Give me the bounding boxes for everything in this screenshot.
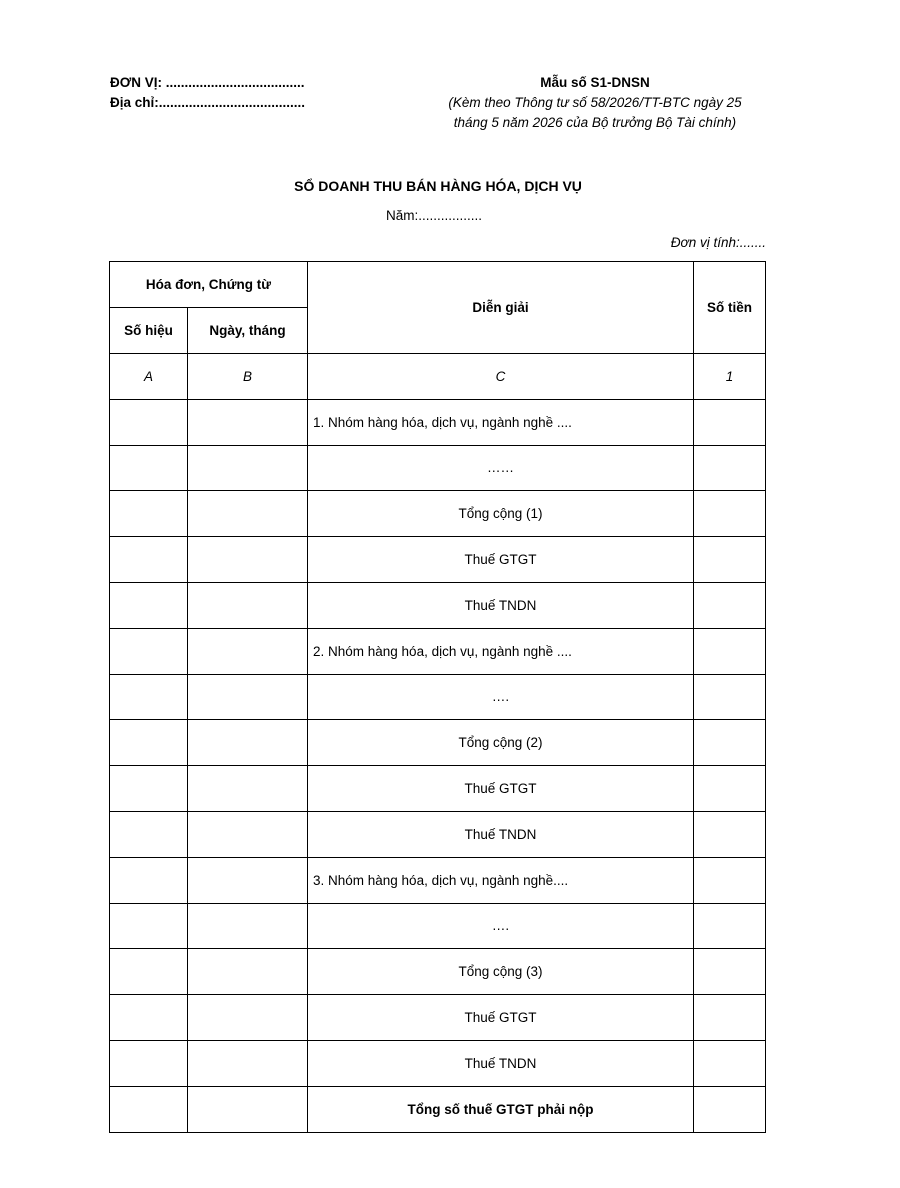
code-1: 1 xyxy=(694,354,766,400)
description-header: Diễn giải xyxy=(308,262,694,354)
invoice-date-cell[interactable] xyxy=(188,1040,308,1086)
invoice-date-cell[interactable] xyxy=(188,811,308,857)
amount-cell[interactable] xyxy=(694,1086,766,1132)
table-row xyxy=(110,491,766,537)
number-header: Số hiệu xyxy=(110,308,188,354)
date-header: Ngày, tháng xyxy=(188,308,308,354)
invoice-date-cell[interactable] xyxy=(188,674,308,720)
invoice-date-cell[interactable] xyxy=(188,537,308,583)
amount-cell[interactable] xyxy=(694,995,766,1041)
invoice-date-cell[interactable] xyxy=(188,949,308,995)
invoice-date-cell[interactable] xyxy=(188,1086,308,1132)
invoice-number-cell[interactable] xyxy=(110,720,188,766)
description-cell: Thuế TNDN xyxy=(308,1040,694,1086)
total-vat-row xyxy=(110,1086,766,1132)
description-cell: 1. Nhóm hàng hóa, dịch vụ, ngành nghề .... xyxy=(308,399,694,445)
unit-info xyxy=(110,73,305,113)
invoice-number-cell[interactable] xyxy=(110,811,188,857)
invoice-number-cell[interactable] xyxy=(110,674,188,720)
year-line: Năm:................. xyxy=(386,208,483,223)
table-row xyxy=(110,766,766,812)
description-cell: Thuế TNDN xyxy=(308,582,694,628)
description-cell: Thuế GTGT xyxy=(308,995,694,1041)
table-row xyxy=(110,720,766,766)
amount-cell[interactable] xyxy=(694,537,766,583)
amount-cell[interactable] xyxy=(694,1040,766,1086)
description-cell: Tổng cộng (3) xyxy=(308,949,694,995)
amount-cell[interactable] xyxy=(694,766,766,812)
document-title: SỔ DOANH THU BÁN HÀNG HÓA, DỊCH VỤ xyxy=(294,178,582,194)
amount-cell[interactable] xyxy=(694,399,766,445)
table-row xyxy=(110,628,766,674)
invoice-date-cell[interactable] xyxy=(188,857,308,903)
table-row xyxy=(110,995,766,1041)
unit-of-measure: Đơn vị tính:....... xyxy=(670,235,766,250)
invoice-date-cell[interactable] xyxy=(188,582,308,628)
invoice-date-cell[interactable] xyxy=(188,628,308,674)
description-cell: …. xyxy=(308,674,694,720)
description-cell: 2. Nhóm hàng hóa, dịch vụ, ngành nghề .... xyxy=(308,628,694,674)
invoice-number-cell[interactable] xyxy=(110,995,188,1041)
column-code-row xyxy=(110,354,766,400)
amount-cell[interactable] xyxy=(694,949,766,995)
amount-cell[interactable] xyxy=(694,903,766,949)
table-row xyxy=(110,674,766,720)
amount-cell[interactable] xyxy=(694,811,766,857)
amount-cell[interactable] xyxy=(694,674,766,720)
table-row xyxy=(110,903,766,949)
invoice-date-cell[interactable] xyxy=(188,491,308,537)
description-cell: …. xyxy=(308,903,694,949)
description-cell: Tổng cộng (1) xyxy=(308,491,694,537)
invoice-date-cell[interactable] xyxy=(188,445,308,491)
invoice-group-header: Hóa đơn, Chứng từ xyxy=(110,262,308,308)
table-row xyxy=(110,399,766,445)
description-cell: Thuế GTGT xyxy=(308,766,694,812)
table-row xyxy=(110,857,766,903)
invoice-number-cell[interactable] xyxy=(110,857,188,903)
amount-cell[interactable] xyxy=(694,628,766,674)
description-cell: 3. Nhóm hàng hóa, dịch vụ, ngành nghề.... xyxy=(308,857,694,903)
invoice-number-cell[interactable] xyxy=(110,1086,188,1132)
description-cell: Thuế TNDN xyxy=(308,811,694,857)
invoice-number-cell[interactable] xyxy=(110,399,188,445)
invoice-number-cell[interactable] xyxy=(110,628,188,674)
amount-cell[interactable] xyxy=(694,445,766,491)
amount-cell[interactable] xyxy=(694,582,766,628)
description-cell: …… xyxy=(308,445,694,491)
code-c: C xyxy=(308,354,694,400)
table-row xyxy=(110,949,766,995)
invoice-date-cell[interactable] xyxy=(188,720,308,766)
table-row xyxy=(110,582,766,628)
description-cell: Tổng cộng (2) xyxy=(308,720,694,766)
table-row xyxy=(110,1040,766,1086)
invoice-date-cell[interactable] xyxy=(188,399,308,445)
amount-cell[interactable] xyxy=(694,491,766,537)
invoice-number-cell[interactable] xyxy=(110,1040,188,1086)
invoice-number-cell[interactable] xyxy=(110,537,188,583)
code-a: A xyxy=(110,354,188,400)
invoice-number-cell[interactable] xyxy=(110,766,188,812)
invoice-number-cell[interactable] xyxy=(110,491,188,537)
invoice-number-cell[interactable] xyxy=(110,582,188,628)
amount-cell[interactable] xyxy=(694,857,766,903)
address-line: Địa chỉ:....................................... xyxy=(110,95,306,110)
description-cell: Thuế GTGT xyxy=(308,537,694,583)
total-vat-label: Tổng số thuế GTGT phải nộp xyxy=(308,1086,694,1132)
amount-header: Số tiền xyxy=(694,262,766,354)
invoice-number-cell[interactable] xyxy=(110,445,188,491)
invoice-number-cell[interactable] xyxy=(110,903,188,949)
table-row xyxy=(110,811,766,857)
reference-line-2: tháng 5 năm 2026 của Bộ trưởng Bộ Tài chính) xyxy=(453,115,737,130)
invoice-date-cell[interactable] xyxy=(188,903,308,949)
revenue-table xyxy=(109,261,766,1133)
reference-line-1: (Kèm theo Thông tư số 58/2026/TT-BTC ngày 25 xyxy=(448,95,742,110)
table-row xyxy=(110,445,766,491)
table-row xyxy=(110,537,766,583)
invoice-date-cell[interactable] xyxy=(188,995,308,1041)
unit-line: ĐƠN VỊ: ..................................... xyxy=(110,75,305,90)
code-b: B xyxy=(188,354,308,400)
form-reference xyxy=(420,73,770,133)
form-number: Mẫu số S1-DNSN xyxy=(540,75,650,90)
invoice-date-cell[interactable] xyxy=(188,766,308,812)
amount-cell[interactable] xyxy=(694,720,766,766)
invoice-number-cell[interactable] xyxy=(110,949,188,995)
